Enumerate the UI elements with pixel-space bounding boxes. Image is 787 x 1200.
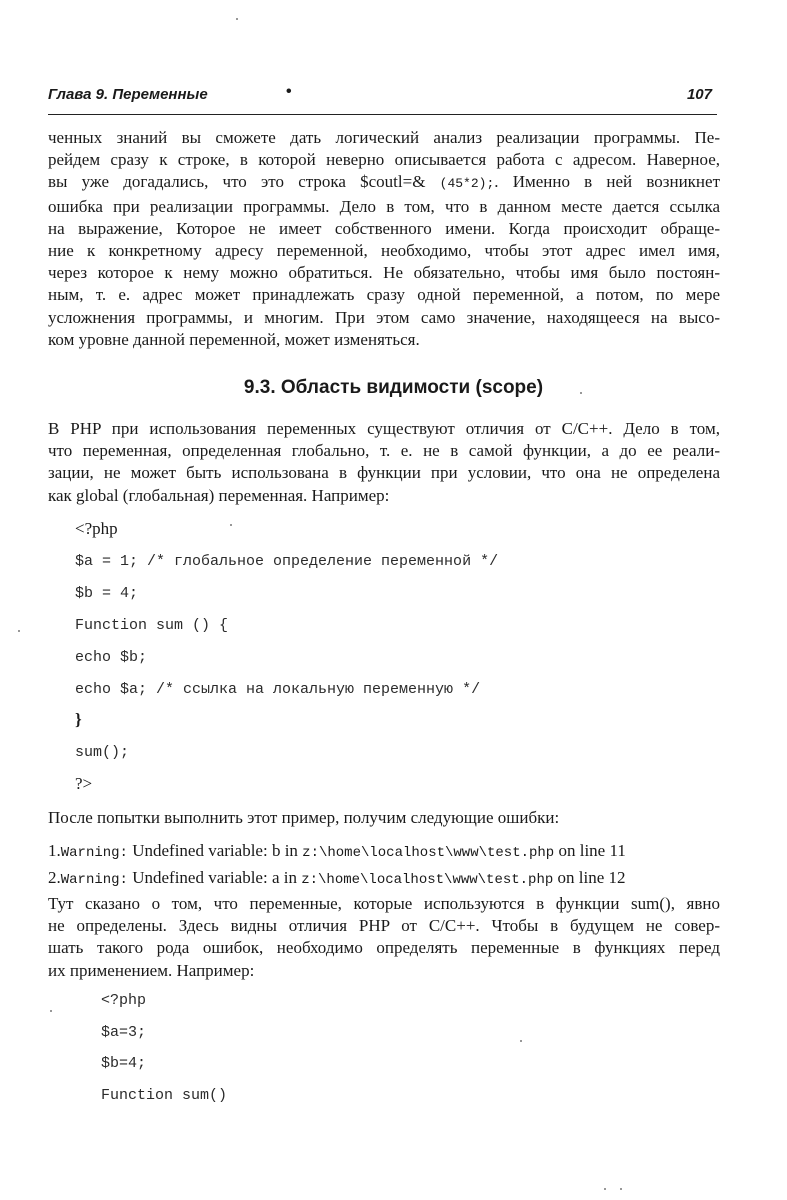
intro-paragraph xyxy=(48,127,720,351)
text-line: ошибка при реализации программы. Дело в том, что в данном месте дается ссылка xyxy=(48,196,720,216)
code-line: $a=3; xyxy=(101,1024,147,1041)
code-line: sum(); xyxy=(75,744,130,761)
errors-intro xyxy=(48,807,720,829)
scan-speck xyxy=(230,524,232,526)
text-line: ком уровне данной переменной, может изменяться. xyxy=(48,329,420,349)
text-line: рейдем сразу к строке, в которой неверно описывается работа с адресом. Наверное, xyxy=(48,150,720,170)
warning-path: z:\home\localhost\www\test.php xyxy=(302,845,555,861)
warning-line xyxy=(48,868,626,888)
chapter-title: Глава 9. Переменные xyxy=(48,86,208,103)
scan-speck xyxy=(236,18,238,20)
text-run: вы уже догадались, что это строка $coutl=& xyxy=(48,172,426,192)
text-line: зации, не может быть использована в функции при условии, что она не определена xyxy=(48,463,720,483)
code-line: echo $a; /* ссылка на локальную переменную */ xyxy=(75,681,481,698)
header-rule xyxy=(48,114,717,115)
warning-tail: on line 11 xyxy=(558,841,626,860)
text-line: на выражение, Которое не имеет собственного имени. Когда происходит обраще- xyxy=(48,218,720,238)
text-line: не определены. Здесь видны отличия PHP от С/С++. Чтобы в будущем не совер- xyxy=(48,916,720,936)
page-number: 107 xyxy=(686,86,712,103)
explain-paragraph xyxy=(48,893,720,982)
text-line: После попытки выполнить этот пример, получим следующие ошибки: xyxy=(48,808,560,827)
inline-code: (45*2); xyxy=(439,176,495,192)
text-line: Тут сказано о том, что переменные, которые используются в функции sum(), явно xyxy=(48,894,720,913)
section-heading: 9.3. Область видимости (scope) xyxy=(243,377,544,398)
code-line: Function sum() xyxy=(101,1087,228,1104)
text-line: как global (глобальная) переменная. Например: xyxy=(48,485,390,505)
text-line: их применением. Например: xyxy=(48,960,255,980)
code-line: <?php xyxy=(75,519,118,538)
code-line: Function sum () { xyxy=(75,617,229,634)
scope-paragraph xyxy=(48,418,720,507)
warning-label: Warning: xyxy=(60,845,128,861)
code-line: $b = 4; xyxy=(75,585,139,602)
text-line: ние к конкретному адресу переменной, необходимо, чтобы этот адрес имел имя, xyxy=(48,241,720,261)
text-run: . Именно в ней возникнет xyxy=(494,172,720,192)
text-line: усложнения программы, и многим. При этом само значение, находящееся на высо- xyxy=(48,307,720,327)
scan-speck xyxy=(520,1040,522,1042)
warning-line xyxy=(48,841,626,861)
warning-number: 2. xyxy=(48,868,61,887)
text-line: ным, т. е. адрес может принадлежать сразу одной переменной, а потом, по мере xyxy=(48,285,720,305)
code-line: ?> xyxy=(75,774,93,793)
scan-speck xyxy=(50,1010,52,1012)
header-bullet: • xyxy=(286,83,292,100)
text-line: что переменная, определенная глобально, т. е. не в самой функции, а до ее реали- xyxy=(48,441,720,461)
scan-speck xyxy=(18,630,20,632)
warning-label: Warning: xyxy=(60,872,128,888)
warning-tail: on line 12 xyxy=(557,868,626,887)
scan-speck xyxy=(580,392,582,394)
warning-path: z:\home\localhost\www\test.php xyxy=(301,872,554,888)
code-line: } xyxy=(75,710,82,729)
text-line: шать такого рода ошибок, необходимо определять переменные в функциях перед xyxy=(48,938,720,958)
code-line: $a = 1; /* глобальное определение переменной */ xyxy=(75,553,499,570)
scan-speck xyxy=(604,1188,606,1190)
text-line: ченных знаний вы сможете дать логический анализ реализации программы. Пе- xyxy=(48,128,720,147)
code-line: <?php xyxy=(101,992,147,1009)
text-line xyxy=(48,171,720,195)
running-header xyxy=(48,83,712,108)
warning-message: Undefined variable: b in xyxy=(132,841,298,860)
text-line: В PHP при использования переменных существуют отличия от С/С++. Дело в том, xyxy=(48,419,720,438)
warning-message: Undefined variable: a in xyxy=(132,868,297,887)
text-line: через которое к нему можно обратиться. Не обязательно, чтобы имя было постоян- xyxy=(48,263,720,283)
warning-number: 1. xyxy=(48,841,61,860)
code-line: $b=4; xyxy=(101,1055,147,1072)
scan-speck xyxy=(620,1188,622,1190)
code-line: echo $b; xyxy=(75,649,148,666)
